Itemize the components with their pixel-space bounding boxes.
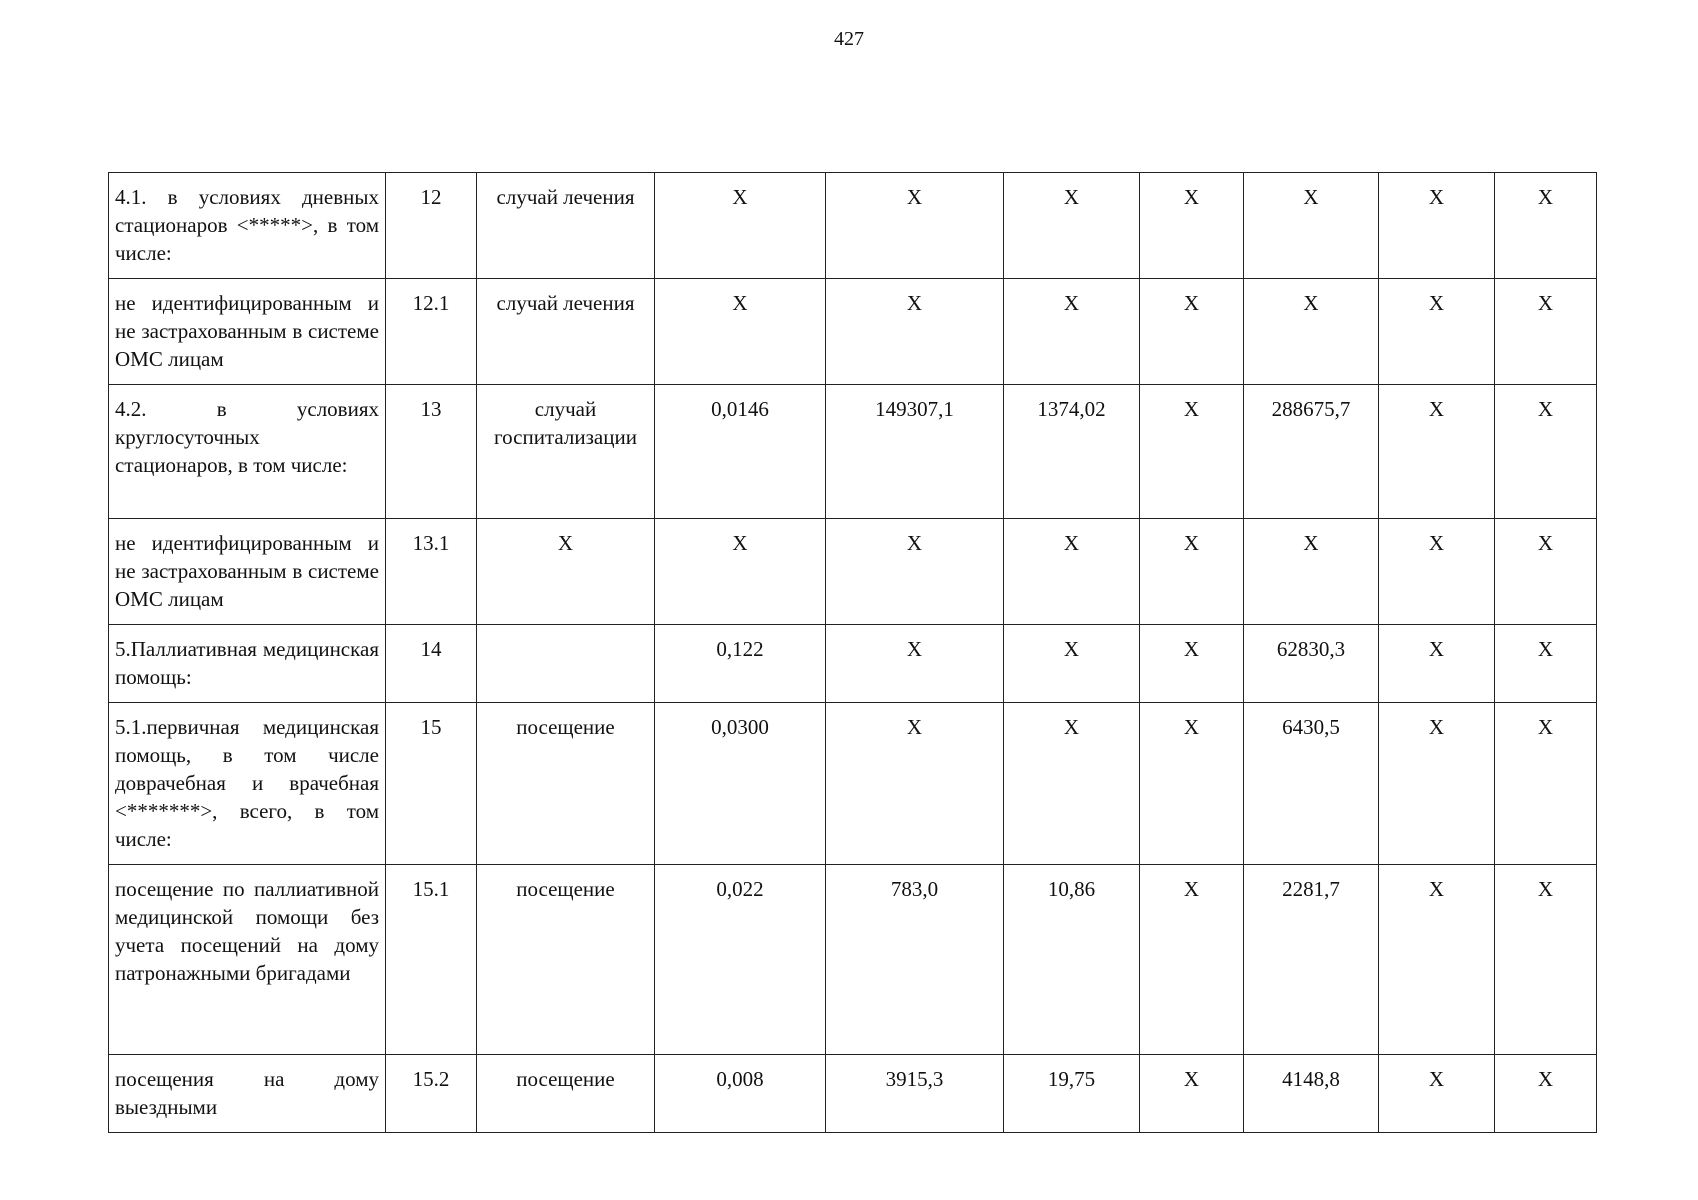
value-cell: 0,022 [655,865,826,1055]
value-cell: 62830,3 [1244,625,1379,703]
value-cell: X [1379,279,1495,385]
table-row [109,279,1597,385]
row-number-cell: 12.1 [386,279,477,385]
data-table [108,172,1597,1133]
row-number-cell: 15.1 [386,865,477,1055]
table-row [109,173,1597,279]
value-cell: X [1379,385,1495,519]
value-cell: X [826,703,1004,865]
unit-cell: X [477,519,655,625]
value-cell: X [826,519,1004,625]
table-row [109,625,1597,703]
row-number-cell: 15 [386,703,477,865]
value-cell: 0,0300 [655,703,826,865]
value-cell: X [1379,625,1495,703]
row-number-cell: 13.1 [386,519,477,625]
value-cell: X [1140,703,1244,865]
value-cell: X [1004,279,1140,385]
value-cell: 0,122 [655,625,826,703]
row-name-cell: 5.1.первичная медицинская помощь, в том числе доврачебная и врачебная <*******>, всего, в том числе: [109,703,386,865]
value-cell: X [1244,519,1379,625]
row-number-cell: 12 [386,173,477,279]
value-cell: 2281,7 [1244,865,1379,1055]
value-cell: X [1004,703,1140,865]
row-name-cell: 4.1. в условиях дневных стационаров <*****>, в том числе: [109,173,386,279]
value-cell: 149307,1 [826,385,1004,519]
value-cell: X [1004,173,1140,279]
value-cell: X [1495,519,1597,625]
value-cell: X [1379,519,1495,625]
value-cell: X [1379,703,1495,865]
value-cell: X [1495,625,1597,703]
value-cell: X [1244,279,1379,385]
row-name-cell: посещения на дому выездными [109,1055,386,1133]
value-cell: 1374,02 [1004,385,1140,519]
table-row [109,385,1597,519]
value-cell: X [1140,385,1244,519]
value-cell: X [1495,865,1597,1055]
row-name-cell: не идентифицированным и не застрахованным в системе ОМС лицам [109,519,386,625]
value-cell: X [1244,173,1379,279]
row-name-cell: 5.Паллиативная медицинская помощь: [109,625,386,703]
value-cell: X [1140,865,1244,1055]
unit-cell: случай лечения [477,279,655,385]
value-cell: X [1495,385,1597,519]
value-cell: 288675,7 [1244,385,1379,519]
value-cell: X [1140,173,1244,279]
value-cell: X [1140,279,1244,385]
value-cell: X [1140,1055,1244,1133]
value-cell: X [826,173,1004,279]
value-cell: X [655,279,826,385]
value-cell: X [655,173,826,279]
value-cell: 0,008 [655,1055,826,1133]
value-cell: X [826,279,1004,385]
value-cell: 6430,5 [1244,703,1379,865]
unit-cell: случай лечения [477,173,655,279]
row-number-cell: 13 [386,385,477,519]
value-cell: X [1495,279,1597,385]
value-cell: X [826,625,1004,703]
value-cell: X [1004,625,1140,703]
value-cell: X [1379,1055,1495,1133]
table-row [109,703,1597,865]
unit-cell: случай госпитализации [477,385,655,519]
row-number-cell: 15.2 [386,1055,477,1133]
row-name-cell: 4.2. в условиях круглосуточных стационаров, в том числе: [109,385,386,519]
value-cell: 4148,8 [1244,1055,1379,1133]
row-name-cell: не идентифицированным и не застрахованным в системе ОМС лицам [109,279,386,385]
value-cell: 19,75 [1004,1055,1140,1133]
value-cell: X [1379,865,1495,1055]
unit-cell: посещение [477,1055,655,1133]
row-name-cell: посещение по паллиативной медицинской помощи без учета посещений на дому патронажными бригадами [109,865,386,1055]
value-cell: X [1140,519,1244,625]
table-row [109,519,1597,625]
value-cell: X [1379,173,1495,279]
table-row [109,865,1597,1055]
page-number: 427 [834,28,864,50]
table-row [109,1055,1597,1133]
value-cell: X [1495,173,1597,279]
value-cell: X [1004,519,1140,625]
value-cell: 3915,3 [826,1055,1004,1133]
unit-cell: посещение [477,865,655,1055]
unit-cell: посещение [477,703,655,865]
value-cell: X [655,519,826,625]
value-cell: 783,0 [826,865,1004,1055]
row-number-cell: 14 [386,625,477,703]
unit-cell [477,625,655,703]
value-cell: 10,86 [1004,865,1140,1055]
value-cell: X [1495,1055,1597,1133]
value-cell: X [1140,625,1244,703]
value-cell: X [1495,703,1597,865]
value-cell: 0,0146 [655,385,826,519]
